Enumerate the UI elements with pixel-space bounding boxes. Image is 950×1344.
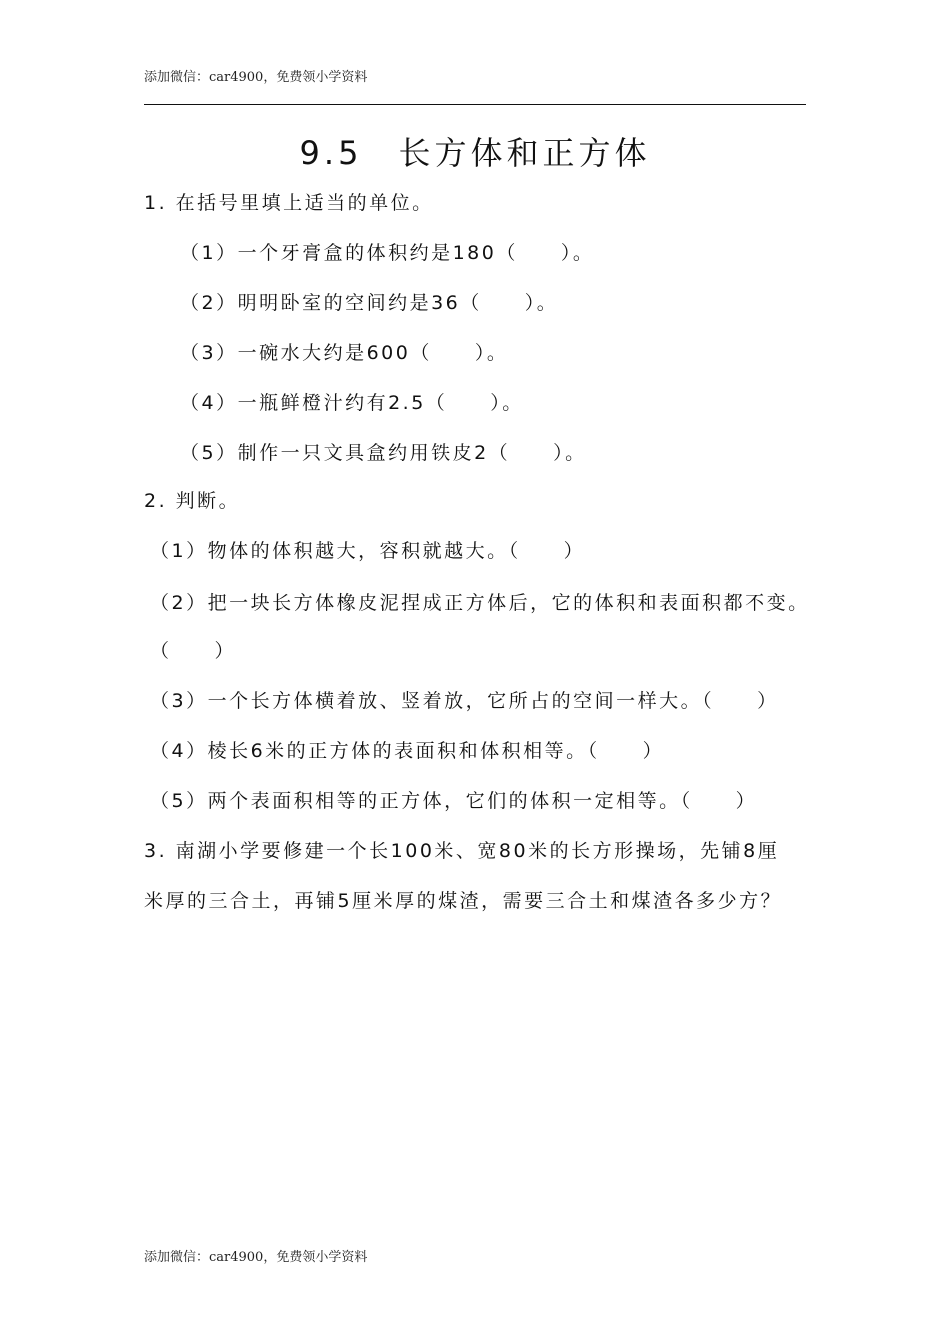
header-divider [144,104,806,105]
section1-item-1: （1）一个牙膏盒的体积约是180（ ）。 [180,242,595,264]
section1-item-3: （3）一碗水大约是600（ ）。 [180,342,509,364]
header-note: 添加微信：car4900，免费领小学资料 [144,70,368,85]
section2-heading: 2. 判断。 [144,490,241,512]
section1-item-4: （4）一瓶鲜橙汁约有2.5（ ）。 [180,392,524,414]
section1-heading: 1. 在括号里填上适当的单位。 [144,192,434,214]
section3-line-1: 3. 南湖小学要修建一个长100米、宽80米的长方形操场，先铺8厘 [144,840,780,862]
footer-note: 添加微信：car4900，免费领小学资料 [144,1250,368,1265]
section2-item-5: （5）两个表面积相等的正方体，它们的体积一定相等。（ ） [150,790,758,812]
section2-item-2-bracket: （ ） [150,640,237,662]
section3-line-2: 米厚的三合土，再铺5厘米厚的煤渣，需要三合土和煤渣各多少方？ [144,890,783,912]
section2-item-1: （1）物体的体积越大，容积就越大。（ ） [150,540,586,562]
section2-item-3: （3）一个长方体横着放、竖着放，它所占的空间一样大。（ ） [150,690,779,712]
section1-item-5: （5）制作一只文具盒约用铁皮2（ ）。 [180,442,587,464]
page-title: 9.5 长方体和正方体 [299,134,651,172]
section1-item-2: （2）明明卧室的空间约是36（ ）。 [180,292,559,314]
section2-item-2: （2）把一块长方体橡皮泥捏成正方体后，它的体积和表面积都不变。 [150,592,810,614]
section2-item-4: （4）棱长6米的正方体的表面积和体积相等。（ ） [150,740,665,762]
